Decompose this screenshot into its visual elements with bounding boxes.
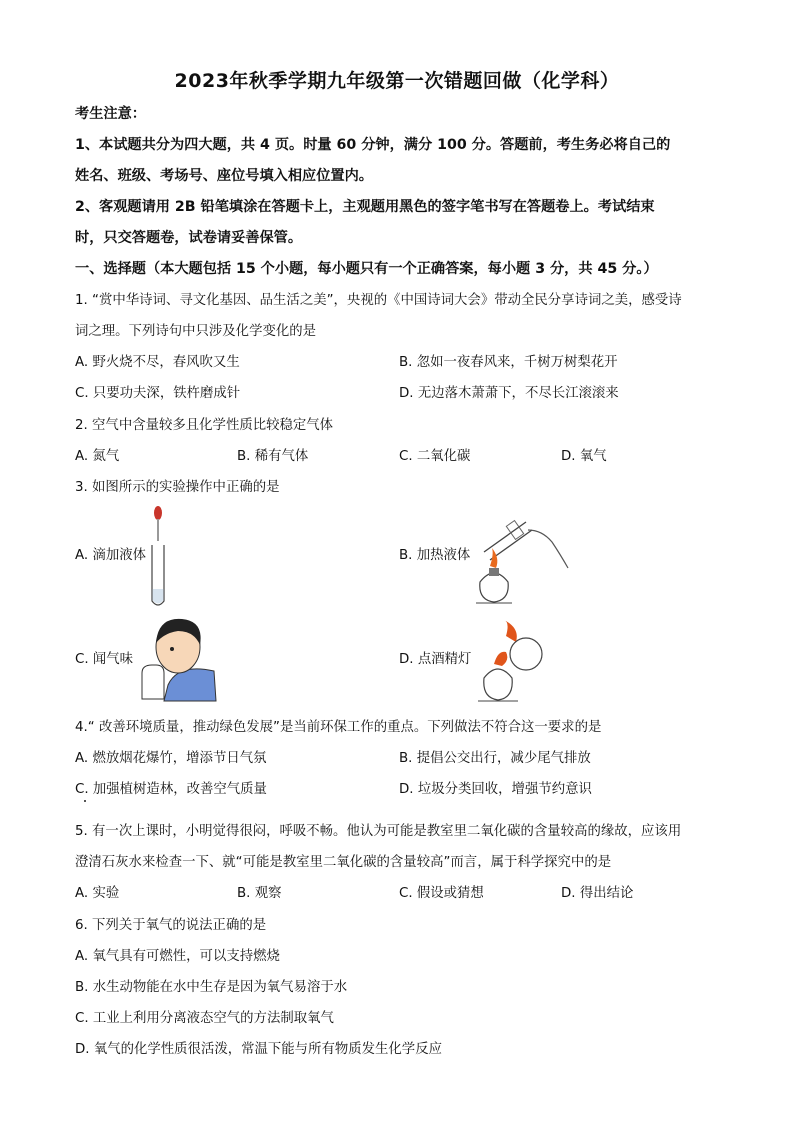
q6-option-d: D. 氧气的化学性质很活泼，常温下能与所有物质发生化学反应 xyxy=(75,1042,442,1057)
q1-option-c: C. 只要功夫深，铁杵磨成针 xyxy=(75,386,241,401)
q6-stem: 6. 下列关于氧气的说法正确的是 xyxy=(75,918,267,933)
q3-option-b: B. 加热液体 xyxy=(399,548,471,563)
q3-option-c: C. 闻气味 xyxy=(75,652,134,667)
lamp-flame xyxy=(494,652,507,666)
q3-option-d: D. 点酒精灯 xyxy=(399,652,472,667)
q2-option-a: A. 氮气 xyxy=(75,449,120,464)
notice-item-1-line-1: 1、本试题共分为四大题，共 4 页。时量 60 分钟，满分 100 分。答题前，考生务必将自己的 xyxy=(75,137,671,153)
hand-outline xyxy=(510,638,542,670)
q2-option-c: C. 二氧化碳 xyxy=(399,449,471,464)
liquid xyxy=(153,589,164,604)
q2-option-b: B. 稀有气体 xyxy=(237,449,309,464)
shirt xyxy=(164,669,216,701)
smelling-figure xyxy=(138,615,218,701)
flame xyxy=(490,548,497,568)
heating-liquid-figure xyxy=(470,508,570,608)
q1-stem-line-2: 词之理。下列诗句中只涉及化学变化的是 xyxy=(75,324,317,339)
notice-item-2-line-1: 2、客观题请用 2B 铅笔填涂在答题卡上，主观题用黑色的签字笔书写在答题卷上。考试结束 xyxy=(75,199,655,215)
match-flame xyxy=(504,620,517,642)
q2-option-d: D. 氧气 xyxy=(561,449,607,464)
lamp-neck xyxy=(489,568,499,576)
stray-dot xyxy=(84,800,86,802)
dropper-tube xyxy=(157,519,159,541)
q1-option-b: B. 忽如一夜春风来，千树万树梨花开 xyxy=(399,355,618,370)
q5-option-c: C. 假设或猜想 xyxy=(399,886,484,901)
eye xyxy=(170,647,174,651)
exam-title: 2023年秋季学期九年级第一次错题回做（化学科） xyxy=(174,70,620,92)
q4-option-b: B. 提倡公交出行，减少尾气排放 xyxy=(399,751,591,766)
alcohol-lamp xyxy=(484,669,512,700)
lighting-lamp-figure xyxy=(476,620,548,702)
q5-stem-line-1: 5. 有一次上课时，小明觉得很闷，呼吸不畅。他认为可能是教室里二氧化碳的含量较高的缘故，应该用 xyxy=(75,824,682,839)
dropper-bulb xyxy=(154,506,162,520)
q4-option-c: C. 加强植树造林，改善空气质量 xyxy=(75,782,267,797)
q3-option-a: A. 滴加液体 xyxy=(75,548,146,563)
q4-option-d: D. 垃圾分类回收，增强节约意识 xyxy=(399,782,592,797)
alcohol-lamp xyxy=(480,573,508,602)
reagent-bottle xyxy=(142,665,164,699)
notice-item-1-line-2: 姓名、班级、考场号、座位号填入相应位置内。 xyxy=(75,168,373,184)
section-1-heading: 一、选择题（本大题包括 15 个小题，每小题只有一个正确答案，每小题 3 分，共 45 分。） xyxy=(75,261,658,277)
dropper-test-tube-figure xyxy=(146,503,176,609)
q4-stem: 4.“ 改善环境质量，推动绿色发展”是当前环保工作的重点。下列做法不符合这一要求的是 xyxy=(75,720,602,735)
q4-option-a: A. 燃放烟花爆竹，增添节日气氛 xyxy=(75,751,267,766)
q6-option-a: A. 氧气具有可燃性，可以支持燃烧 xyxy=(75,949,280,964)
q1-option-a: A. 野火烧不尽，春风吹又生 xyxy=(75,355,240,370)
q2-stem: 2. 空气中含量较多且化学性质比较稳定气体 xyxy=(75,418,334,433)
q5-stem-line-2: 澄清石灰水来检查一下、就“可能是教室里二氧化碳的含量较高”而言，属于科学探究中的是 xyxy=(75,855,612,870)
hand xyxy=(528,530,568,568)
q1-option-d: D. 无边落木萧萧下，不尽长江滚滚来 xyxy=(399,386,619,401)
q1-stem-line-1: 1. “赏中华诗词、寻文化基因、品生活之美”，央视的《中国诗词大会》带动全民分享诗词之美，感受诗 xyxy=(75,293,682,308)
q6-option-c: C. 工业上利用分离液态空气的方法制取氧气 xyxy=(75,1011,334,1026)
q6-option-b: B. 水生动物能在水中生存是因为氧气易溶于水 xyxy=(75,980,348,995)
q3-stem: 3. 如图所示的实验操作中正确的是 xyxy=(75,480,280,495)
q5-option-a: A. 实验 xyxy=(75,886,120,901)
notice-heading: 考生注意： xyxy=(75,106,146,122)
q5-option-b: B. 观察 xyxy=(237,886,282,901)
q5-option-d: D. 得出结论 xyxy=(561,886,634,901)
notice-item-2-line-2: 时，只交答题卷，试卷请妥善保管。 xyxy=(75,230,303,246)
